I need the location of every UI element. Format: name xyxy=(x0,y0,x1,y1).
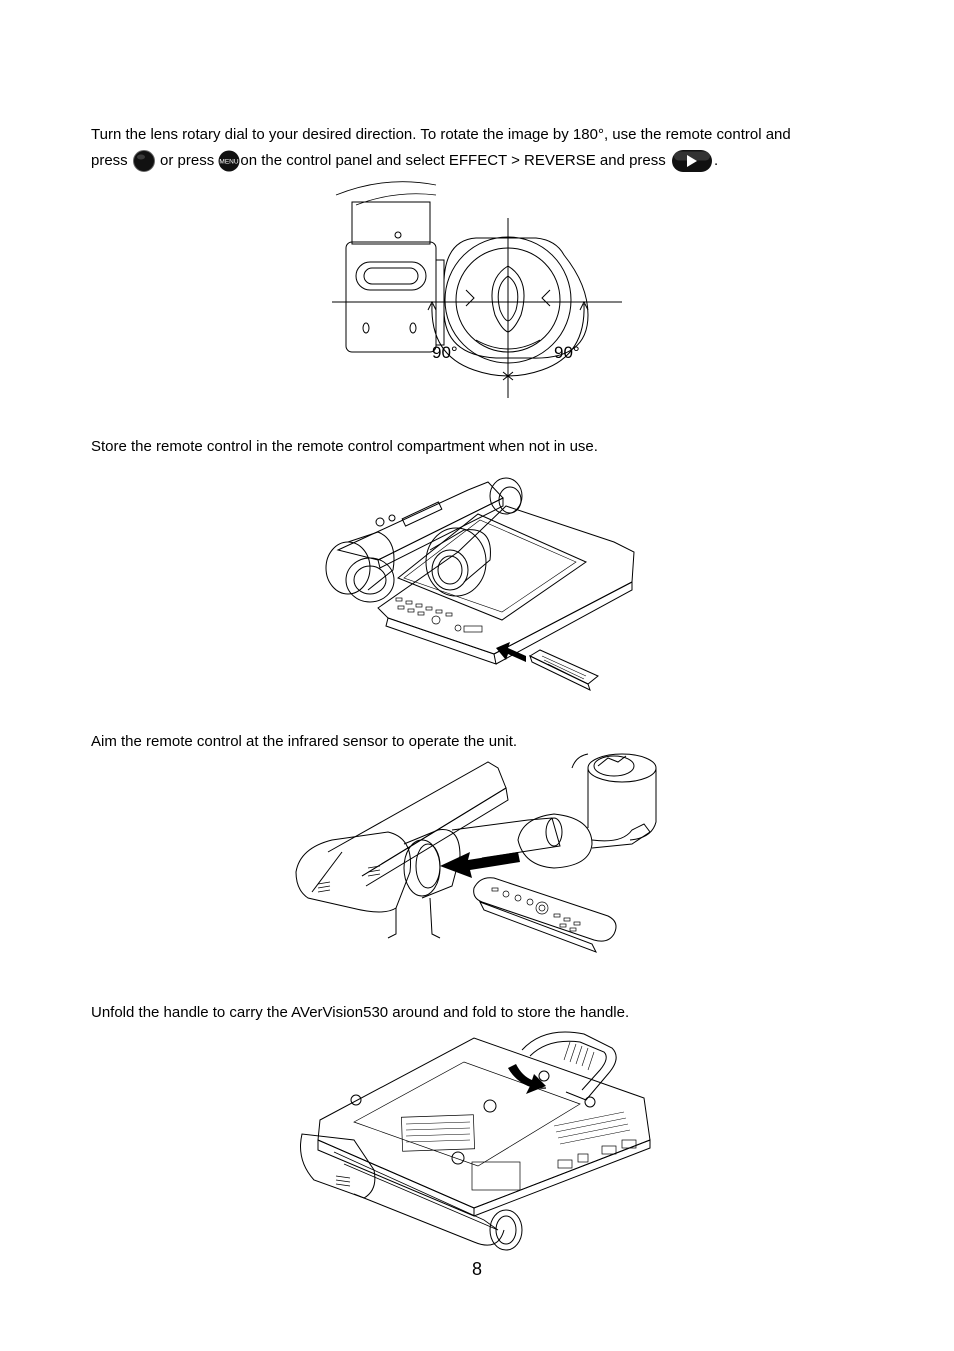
page-number: 8 xyxy=(471,1259,482,1279)
lens-rotation-diagram xyxy=(326,180,628,400)
paragraph-store-remote xyxy=(91,434,871,460)
angle-label-left: 90° xyxy=(432,343,458,362)
menu-icon-label: MENU xyxy=(219,158,239,166)
angle-label-right: 90° xyxy=(554,343,580,362)
remote-rotate-button-icon xyxy=(132,149,156,173)
aim-remote-illustration xyxy=(292,748,668,966)
handle-text: Unfold the handle to carry the AVerVision530 around and fold to store the handle. xyxy=(91,1004,630,1021)
enter-button-icon xyxy=(670,148,714,174)
paragraph-rotate-lens xyxy=(91,122,871,174)
rotate-line-2: on the control panel and select EFFECT > REVERSE and press xyxy=(240,152,666,169)
store-remote-text: Store the remote control in the remote control compartment when not in use. xyxy=(91,438,598,455)
aim-remote-text: Aim the remote control at the infrared sensor to operate the unit. xyxy=(91,733,518,750)
period-text: . xyxy=(713,152,719,169)
press-text: press xyxy=(91,152,128,169)
rotate-line-1: Turn the lens rotary dial to your desired direction. To rotate the image by 180°, use the remote control and xyxy=(91,126,791,143)
paragraph-handle xyxy=(91,1000,871,1026)
carry-handle-illustration xyxy=(294,1030,664,1256)
store-remote-illustration xyxy=(318,470,638,692)
or-press-text: or press xyxy=(160,152,215,169)
menu-button-icon xyxy=(218,149,240,173)
